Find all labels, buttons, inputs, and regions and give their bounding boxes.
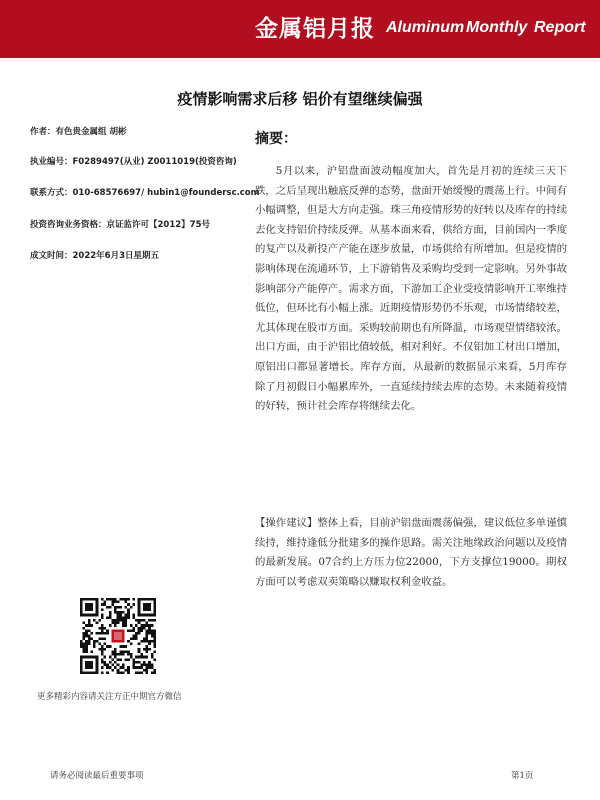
contact-line: 联系方式：010-68576697/ hubin1@foundersc.com bbox=[30, 188, 260, 198]
qr-caption: 更多精彩内容请关注方正中期官方微信 bbox=[37, 692, 182, 702]
banner-title-cn: 金属铝月报 bbox=[255, 16, 375, 42]
abstract-paragraph: 5月以来，沪铝盘面波动幅度加大，首先是月初的连续三天下跌，之后呈现出触底反弹的态势，盘面开始缓慢的震荡上行。中间有小幅调整，但是大方向走强。珠三角疫情形势的好转以及库存的持续去化支持铝价持续反弹。从基本面来看，供给方面，目前国内一季度的复产以及新投产产能在逐步放量，市场供给有所增加。但是疫情的影响体现在流通环节，上下游销售及采购均受到一定影响。另外事故影响部分产能停产。需求方面，下游加工企业受疫情影响开工率维持低位，但环比有小幅上涨。近期疫情形势仍不乐观，市场情绪较差，尤其体现在股市方面。采购较前期也有所降温，市场观望情绪较浓。出口方面，由于沪铝比值较低，相对利好。不仅铝加工材出口增加，原铝出口都显著增长。库存方面，从最新的数据显示来看，5月库存除了月初假日小幅累库外，一直延续持续去库的态势。未来随着疫情的好转，预计社会库存将继续去化。 bbox=[255, 165, 567, 413]
report-title: 疫情影响需求后移 铝价有望继续偏强 bbox=[177, 90, 423, 108]
date-line: 成文时间：2022年6月3日星期五 bbox=[30, 251, 159, 261]
footer-disclaimer: 请务必阅读最后重要事项 bbox=[50, 771, 144, 781]
banner-title-en-monthly: Monthly bbox=[466, 19, 528, 36]
author-line: 作者：有色贵金属组 胡彬 bbox=[30, 127, 127, 137]
report-banner bbox=[0, 0, 600, 58]
wechat-qr-code bbox=[80, 598, 156, 674]
qualification-line: 投资咨询业务资格：京证监许可【2012】75号 bbox=[30, 220, 210, 230]
license-line: 执业编号：F0289497(从业) Z0011019(投资咨询) bbox=[30, 157, 237, 167]
footer-page-number: 第1页 bbox=[511, 771, 534, 781]
banner-title-en-aluminum: Aluminum bbox=[386, 19, 465, 36]
banner-title-en-report: Report bbox=[534, 19, 586, 36]
abstract-heading: 摘要： bbox=[255, 131, 297, 147]
operation-advice: 【操作建议】整体上看，目前沪铝盘面震荡偏强，建议低位多单谨慎续持，维持逢低分批建多的操作思路。需关注地缘政治问题以及疫情的最新发展。07合约上方压力位22000，下方支撑位19000。期权方面可以考虑双卖策略以赚取权利金收益。 bbox=[255, 517, 567, 588]
